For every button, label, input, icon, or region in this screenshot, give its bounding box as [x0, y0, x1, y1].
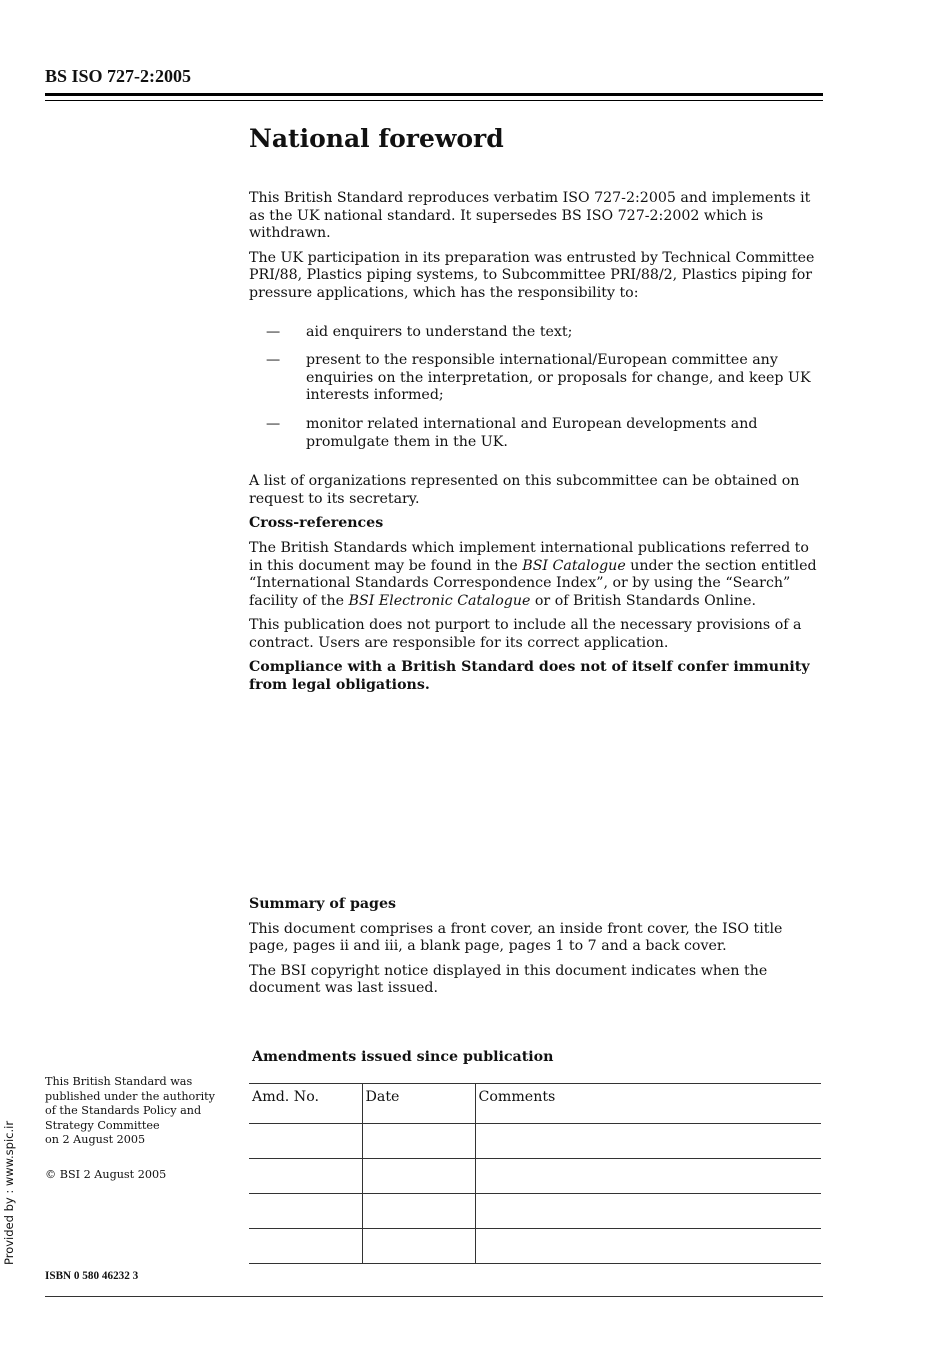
provider-watermark: Provided by : www.spic.ir — [2, 1120, 16, 1265]
intro-paragraph-2: The UK participation in its preparation was entrusted by Technical Committee PRI/88, Plastics piping systems, to Subcommittee PRI/88/2, Plastics piping for pressure applications, which has the responsibility to: — [249, 249, 815, 301]
list-item — [249, 352, 823, 405]
summary-heading: Summary of pages — [249, 896, 396, 912]
foreword-body — [249, 190, 823, 702]
document-id: BS ISO 727-2:2005 — [45, 66, 192, 86]
isbn: ISBN 0 580 46232 3 — [45, 1270, 139, 1282]
dash-bullet: — — [266, 352, 281, 369]
organizations-note: A list of organizations represented on this subcommittee can be obtained on request to its secretary. — [249, 473, 800, 507]
bsi-electronic-catalogue-ref: BSI Electronic Catalogue — [348, 592, 531, 609]
list-item — [249, 324, 823, 342]
copyright-notice: © BSI 2 August 2005 — [45, 1168, 167, 1181]
table-row — [249, 1159, 821, 1194]
footer-rule — [45, 1296, 823, 1297]
table-row — [249, 1229, 821, 1264]
summary-paragraph-2: The BSI copyright notice displayed in this document indicates when the document was last issued. — [249, 962, 768, 997]
column-header-amd-no: Amd. No. — [249, 1084, 362, 1124]
provisions-paragraph: This publication does not purport to include all the necessary provisions of a contract. Users are responsible for its correct application. — [249, 617, 802, 651]
header-rule-thick — [45, 93, 823, 96]
cross-references-heading: Cross-references — [249, 515, 384, 532]
header-rule-thin — [45, 100, 823, 101]
dash-bullet: — — [266, 323, 281, 340]
intro-paragraph-1: This British Standard reproduces verbatim ISO 727-2:2005 and implements it as the UK national standard. It supersedes BS ISO 727-2:2002 which is withdrawn. — [249, 190, 811, 242]
bsi-catalogue-ref: BSI Catalogue — [522, 557, 626, 574]
summary-paragraph-1: This document comprises a front cover, an inside front cover, the ISO title page, pages ii and iii, a blank page, pages 1 to 7 and a back cover. — [249, 920, 783, 955]
cross-references-paragraph: The British Standards which implement international publications referred to in this document may be found in the BSI Catalogue under the section entitled “International Standards Correspondence Index”, or by using the “Search” facility of the BSI Electronic Catalogue or of British Standards Online. — [249, 539, 817, 609]
summary-section — [249, 896, 823, 1005]
page-title: National foreword — [249, 124, 504, 153]
list-item-text: aid enquirers to understand the text; — [306, 323, 573, 340]
list-item-text: present to the responsible international/European committee any enquiries on the interpretation, or proposals for change, and keep UK interests informed; — [306, 352, 811, 404]
list-item — [249, 416, 823, 451]
dash-bullet: — — [266, 415, 281, 432]
column-header-comments: Comments — [475, 1084, 821, 1124]
list-item-text: monitor related international and European developments and promulgate them in the UK. — [306, 415, 758, 450]
amendments-table — [249, 1083, 821, 1264]
column-header-date: Date — [362, 1084, 475, 1124]
table-row — [249, 1124, 821, 1159]
compliance-statement: Compliance with a British Standard does not of itself confer immunity from legal obligations. — [249, 659, 810, 694]
publication-authority-note: This British Standard was published under the authority of the Standards Policy and Strategy Committee on 2 August 2005 — [45, 1075, 215, 1146]
table-row — [249, 1194, 821, 1229]
table-header-row — [249, 1084, 821, 1124]
amendments-title: Amendments issued since publication — [252, 1049, 554, 1065]
responsibility-list — [249, 324, 823, 452]
